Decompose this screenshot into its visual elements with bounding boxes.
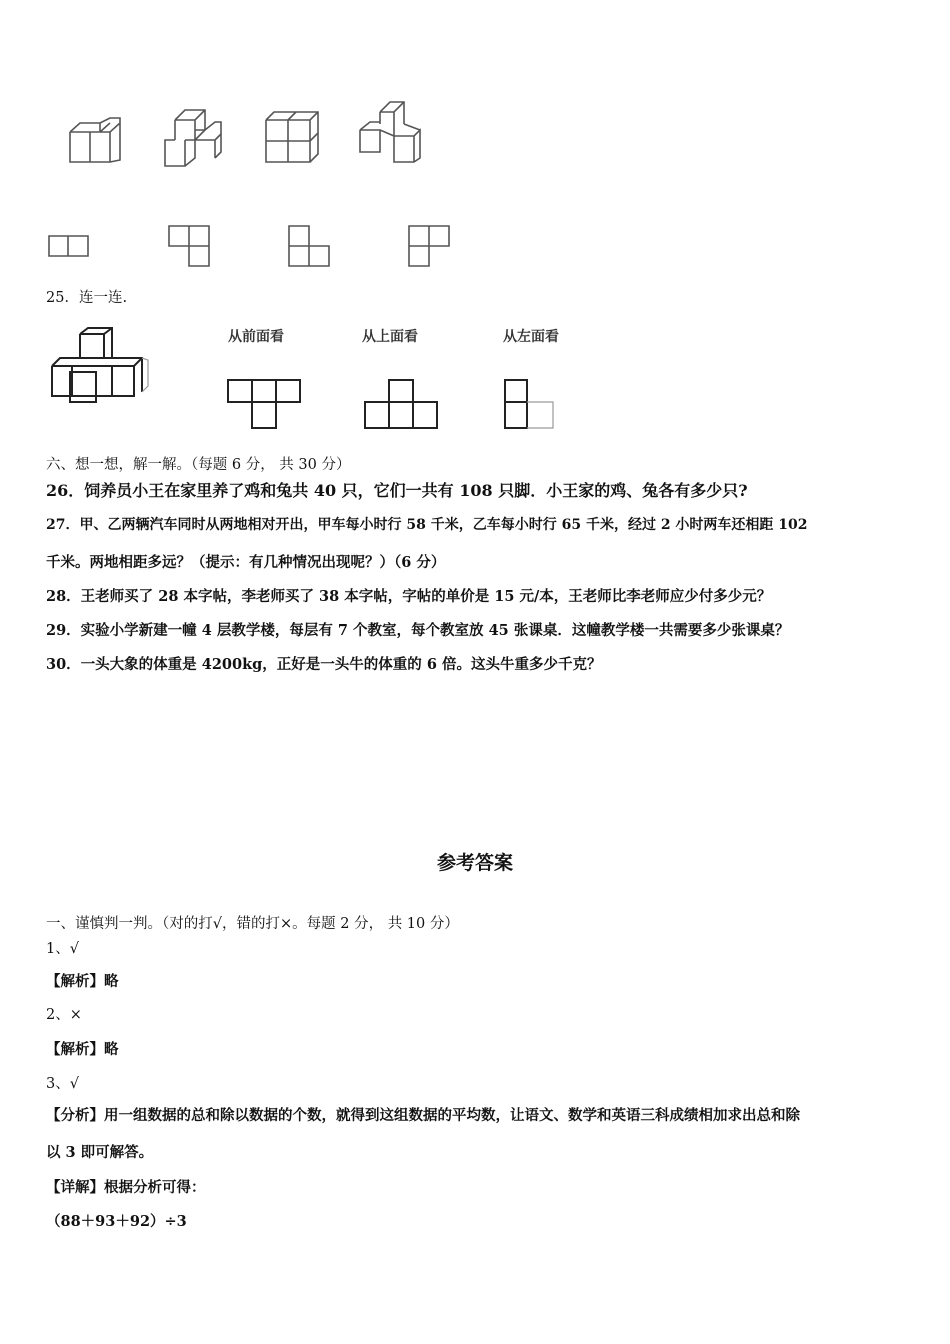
answer-3-formula: （88＋93＋92）÷3 [46,1213,187,1230]
answer-3-analysis-line-1: 【分析】用一组数据的总和除以数据的个数，就得到这组数据的平均数，让语文、数学和英语三科成绩相加求出总和除 [46,1107,800,1124]
question-25-title: 25．连一连. [46,290,128,306]
front-view-drawing [226,378,302,430]
solid-figure-3 [264,112,320,164]
answer-2-note: 【解析】略 [46,1041,119,1058]
question-27-line-1: 27．甲、乙两辆汽车同时从两地相对开出，甲车每小时行 58 千米，乙车每小时行 65 千米，经过 2 小时两车还相距 102 [46,517,808,533]
answer-3-detail: 【详解】根据分析可得： [46,1179,206,1196]
question-28: 28．王老师买了 28 本字帖，李老师买了 38 本字帖，字帖的单价是 15 元/本，王老师比李老师应少付多少元？ [46,588,772,605]
question-26: 26．饲养员小王在家里养了鸡和兔共 40 只，它们一共有 108 只脚．小王家的鸡、兔各有多少只? [46,481,748,500]
answer-1: 1、√ [46,941,79,957]
left-view-drawing [503,378,555,430]
view-label-left: 从左面看 [503,329,559,345]
view-figure-2 [167,224,211,268]
answers-title: 参考答案 [436,852,513,874]
question-29: 29．实验小学新建一幢 4 层教学楼，每层有 7 个教室，每个教室放 45 张课桌．这幢教学楼一共需要多少张课桌？ [46,622,790,639]
q25-solid-figure [50,326,150,404]
view-label-top: 从上面看 [362,329,418,345]
view-label-front: 从前面看 [228,329,284,345]
view-figure-4 [407,224,451,268]
answer-3-analysis-line-2: 以 3 即可解答。 [46,1144,154,1161]
question-27-line-2: 千米。两地相距多远？（提示：有几种情况出现呢？）（6 分） [46,554,446,571]
view-figure-3 [287,224,331,268]
answer-1-note: 【解析】略 [46,973,119,990]
answer-3: 3、√ [46,1076,79,1092]
solid-figure-1 [68,118,124,166]
top-view-drawing [363,378,439,430]
solid-figure-2 [163,108,225,168]
solid-figure-4 [358,100,424,164]
question-30: 30．一头大象的体重是 4200kg，正好是一头牛的体重的 6 倍。这头牛重多少千克？ [46,656,602,673]
view-figure-1 [48,234,90,258]
answer-2: 2、× [46,1007,82,1023]
section-6-header: 六、想一想，解一解。（每题 6 分， 共 30 分） [46,457,351,473]
answers-section-1-header: 一、谨慎判一判。（对的打√，错的打×。每题 2 分， 共 10 分） [46,916,459,932]
